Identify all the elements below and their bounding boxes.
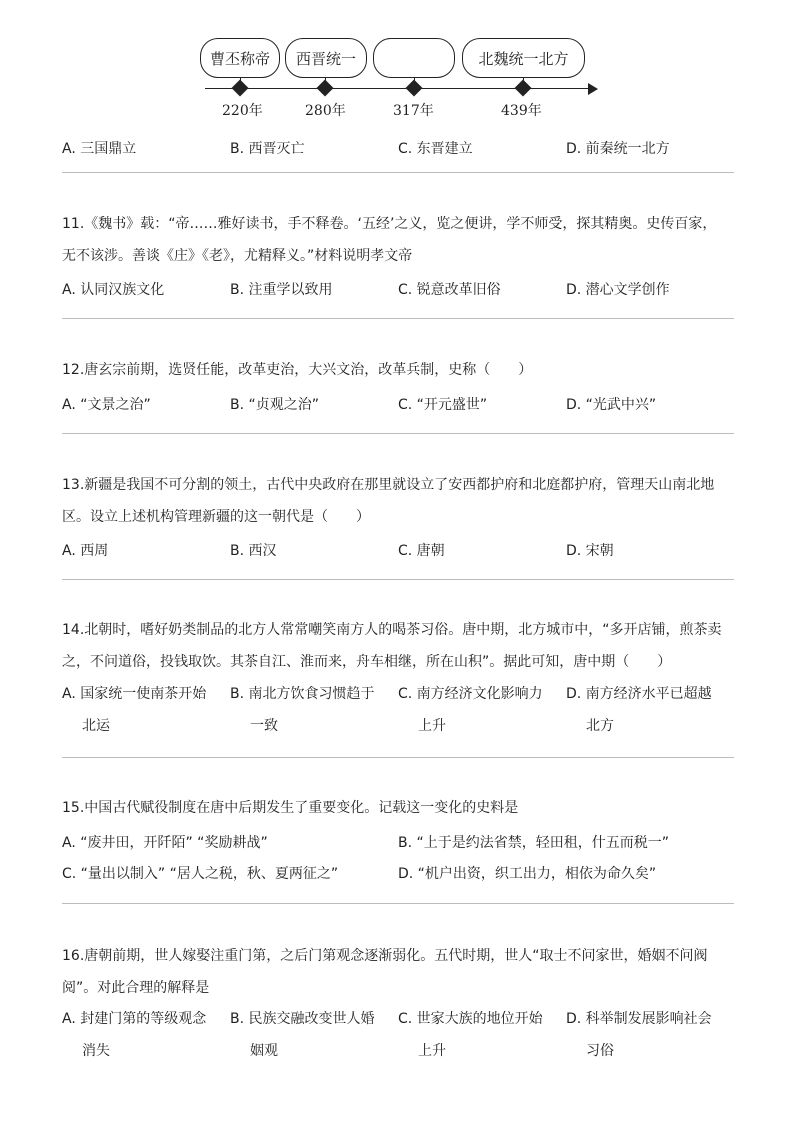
q15-stem (62, 792, 734, 824)
q13-stem-line: 区。设立上述机构管理新疆的这一朝代是（ ） (62, 509, 370, 525)
q12-stem (62, 354, 734, 386)
q11-stem-line: 无不该涉。善谈《庄》《老》，尤精释义。”材料说明孝文帝 (62, 248, 413, 264)
q13-options (62, 540, 742, 560)
q14-option-d[interactable] (566, 678, 726, 742)
timeline-box-280: 西晋统一 (285, 38, 367, 78)
q12-option-b[interactable]: B. “贞观之治” (230, 397, 320, 413)
q11-option-d[interactable]: D. 潜心文学创作 (566, 282, 670, 298)
q14-stem-line: 之，不问道俗，投钱取饮。其茶自江、淮而来，舟车相继，所在山积”。据此可知，唐中期（ ） (62, 654, 672, 670)
q15-option-b[interactable]: B. “上于是约法省禁，轻田租，什五而税一” (398, 835, 670, 851)
q10-option-b[interactable]: B. 西晋灭亡 (230, 141, 305, 157)
q16-option-d-line: 习俗 (586, 1043, 614, 1059)
q13-stem (62, 469, 734, 533)
q16-stem-line: 16.唐朝前期，世人嫁娶注重门第，之后门第观念逐渐弱化。五代时期，世人“取士不问家世，婚姻不问阀 (62, 948, 708, 964)
q12-option-d[interactable]: D. “光武中兴” (566, 397, 657, 413)
q14-option-b[interactable] (230, 678, 390, 742)
q12-option-c[interactable]: C. “开元盛世” (398, 397, 488, 413)
q16-option-d-line: D. 科举制发展影响社会 (566, 1011, 712, 1027)
q16-option-d[interactable] (566, 1003, 726, 1067)
q11-stem-line: 11.《魏书》载：“帝……雅好读书，手不释卷。‘五经’之义，览之便讲，学不师受，探其精奥。史传百家， (62, 216, 717, 232)
q14-option-d-line: D. 南方经济水平已超越 (566, 686, 712, 702)
q13-option-c[interactable]: C. 唐朝 (398, 543, 445, 559)
q14-option-a[interactable] (62, 678, 222, 742)
timeline-figure (195, 30, 615, 130)
q15-option-d[interactable]: D. “机户出资，织工出力，相依为命久矣” (398, 866, 657, 882)
q12-options (62, 394, 742, 414)
q11-option-a[interactable]: A. 认同汉族文化 (62, 282, 165, 298)
q15-options-row1 (62, 832, 742, 852)
q14-option-c-line: C. 南方经济文化影响力 (398, 686, 543, 702)
timeline-year: 317年 (393, 103, 434, 119)
q13-option-a[interactable]: A. 西周 (62, 543, 109, 559)
timeline-marker (232, 80, 249, 97)
q14-option-d-line: 北方 (586, 718, 614, 734)
q14-option-c[interactable] (398, 678, 558, 742)
q11-option-c[interactable]: C. 锐意改革旧俗 (398, 282, 501, 298)
timeline-year: 280年 (305, 103, 346, 119)
q14-stem-line: 14.北朝时，嗜好奶类制品的北方人常常嘲笑南方人的喝茶习俗。唐中期，北方城市中，“多开店铺，煎茶卖 (62, 622, 722, 638)
q13-option-b[interactable]: B. 西汉 (230, 543, 277, 559)
timeline-arrow-icon (588, 83, 598, 95)
separator (62, 433, 734, 434)
separator (62, 757, 734, 758)
q14-option-b-line: B. 南北方饮食习惯趋于 (230, 686, 375, 702)
q16-option-a[interactable] (62, 1003, 222, 1067)
q14-option-a-line: 北运 (82, 718, 110, 734)
q13-option-d[interactable]: D. 宋朝 (566, 543, 614, 559)
timeline-marker (515, 80, 532, 97)
q16-option-a-line: 消失 (82, 1043, 110, 1059)
timeline-box-220: 曹丕称帝 (200, 38, 280, 78)
q14-option-b-line: 一致 (250, 718, 278, 734)
q11-stem (62, 208, 734, 272)
q12-stem-line: 12.唐玄宗前期，选贤任能，改革吏治，大兴文治，改革兵制，史称（ ） (62, 362, 533, 378)
q16-option-c-line: C. 世家大族的地位开始 (398, 1011, 543, 1027)
timeline-box-317-blank (373, 38, 455, 78)
q16-option-b[interactable] (230, 1003, 390, 1067)
timeline-year: 220年 (222, 103, 263, 119)
separator (62, 172, 734, 173)
timeline-marker (406, 80, 423, 97)
q16-option-b-line: B. 民族交融改变世人婚 (230, 1011, 375, 1027)
q15-option-c[interactable]: C. “量出以制入” “居人之税，秋、夏两征之” (62, 866, 339, 882)
q11-option-b[interactable]: B. 注重学以致用 (230, 282, 333, 298)
q15-options-row2 (62, 863, 742, 883)
q16-option-b-line: 姻观 (250, 1043, 278, 1059)
q14-option-a-line: A. 国家统一使南茶开始 (62, 686, 207, 702)
q10-option-c[interactable]: C. 东晋建立 (398, 141, 473, 157)
q15-option-a[interactable]: A. “废井田，开阡陌” “奖励耕战” (62, 835, 268, 851)
timeline-axis (205, 88, 590, 89)
timeline-marker (317, 80, 334, 97)
timeline-year: 439年 (501, 103, 542, 119)
q16-option-c-line: 上升 (418, 1043, 446, 1059)
q10-options (62, 138, 742, 158)
q16-stem (62, 940, 734, 1004)
q14-option-c-line: 上升 (418, 718, 446, 734)
q14-stem (62, 614, 734, 678)
separator (62, 318, 734, 319)
separator (62, 903, 734, 904)
q16-stem-line: 阅”。对此合理的解释是 (62, 980, 210, 996)
q16-option-c[interactable] (398, 1003, 558, 1067)
q16-option-a-line: A. 封建门第的等级观念 (62, 1011, 207, 1027)
q15-stem-line: 15.中国古代赋役制度在唐中后期发生了重要变化。记载这一变化的史料是 (62, 800, 519, 816)
q10-option-a[interactable]: A. 三国鼎立 (62, 141, 137, 157)
timeline-box-439: 北魏统一北方 (462, 38, 585, 78)
q11-options (62, 279, 742, 299)
q12-option-a[interactable]: A. “文景之治” (62, 397, 151, 413)
q13-stem-line: 13.新疆是我国不可分割的领土，古代中央政府在那里就设立了安西都护府和北庭都护府，管理天山南北地 (62, 477, 715, 493)
q10-option-d[interactable]: D. 前秦统一北方 (566, 141, 670, 157)
separator (62, 579, 734, 580)
